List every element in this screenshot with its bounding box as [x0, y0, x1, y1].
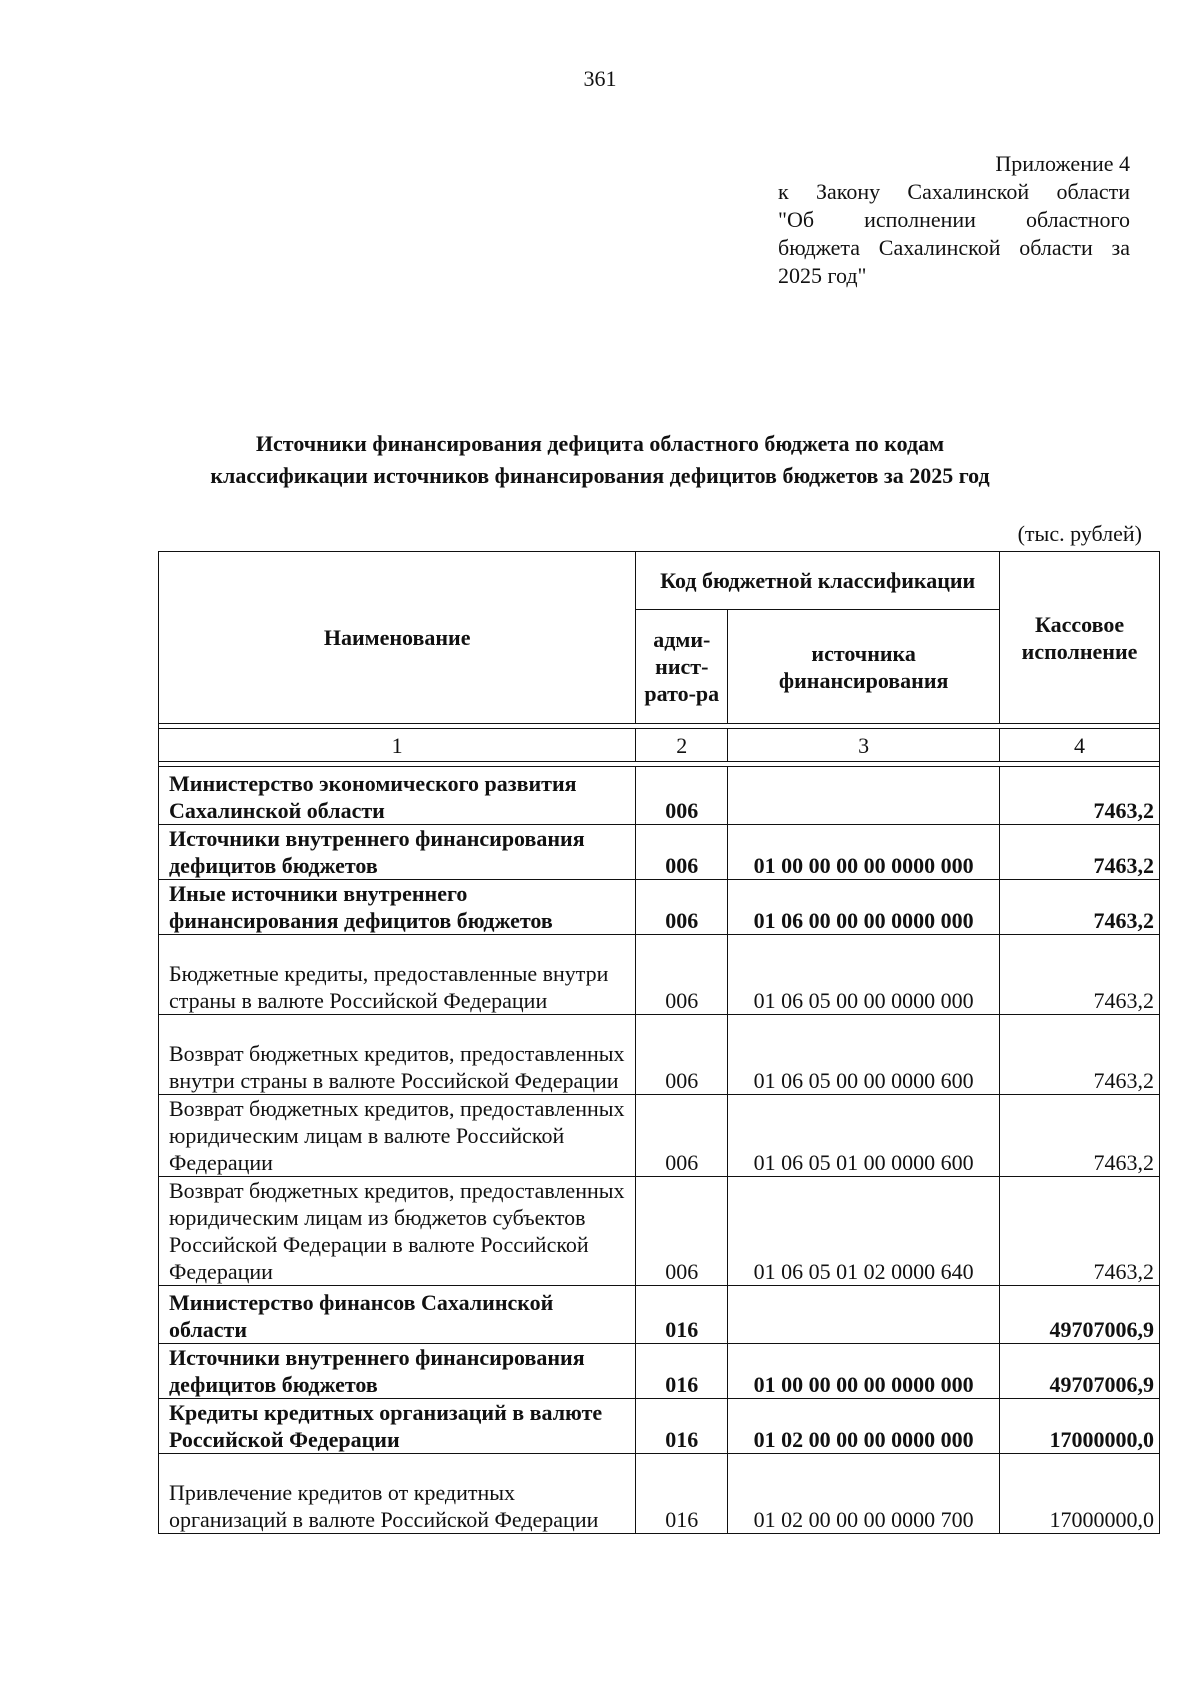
row-name: Источники внутреннего финансирования дефицитов бюджетов	[159, 1344, 636, 1399]
table-body	[159, 767, 1160, 1534]
row-admin-code: 006	[636, 825, 728, 880]
row-amount: 49707006,9	[1000, 1344, 1160, 1399]
table-row	[159, 935, 1160, 1015]
row-admin-code: 006	[636, 880, 728, 935]
table-row	[159, 767, 1160, 825]
sources-table	[158, 551, 1160, 1534]
appendix-line-1: Приложение 4	[995, 151, 1130, 176]
document-title	[0, 428, 1200, 492]
row-amount: 7463,2	[1000, 825, 1160, 880]
appendix-line-4: бюджета Сахалинской области за	[778, 235, 1130, 260]
row-source-code: 01 00 00 00 00 0000 000	[728, 825, 1000, 880]
row-source-code: 01 06 05 01 02 0000 640	[728, 1177, 1000, 1286]
header-code-group: Код бюджетной классификации	[636, 552, 1000, 610]
row-admin-code: 006	[636, 935, 728, 1015]
row-name: Источники внутреннего финансирования дефицитов бюджетов	[159, 825, 636, 880]
row-admin-code: 016	[636, 1399, 728, 1454]
row-source-code: 01 06 05 00 00 0000 600	[728, 1015, 1000, 1095]
header-source: источника финансирования	[728, 610, 1000, 724]
row-source-code: 01 02 00 00 00 0000 000	[728, 1399, 1000, 1454]
header-admin: адми-нист-рато-ра	[636, 610, 728, 724]
row-amount: 7463,2	[1000, 767, 1160, 825]
row-source-code: 01 06 00 00 00 0000 000	[728, 880, 1000, 935]
row-name: Возврат бюджетных кредитов, предоставленных юридическим лицам в валюте Российской Федерации	[159, 1095, 636, 1177]
row-amount: 49707006,9	[1000, 1286, 1160, 1344]
page-number: 361	[583, 66, 617, 91]
row-name: Министерство финансов Сахалинской области	[159, 1286, 636, 1344]
row-admin-code: 006	[636, 1095, 728, 1177]
row-name: Бюджетные кредиты, предоставленные внутри страны в валюте Российской Федерации	[159, 935, 636, 1015]
row-admin-code: 006	[636, 1015, 728, 1095]
appendix-note	[778, 150, 1130, 290]
appendix-line-3: "Об исполнении областного	[778, 207, 1130, 232]
table-row	[159, 1286, 1160, 1344]
row-name: Возврат бюджетных кредитов, предоставленных юридическим лицам из бюджетов субъектов Российской Федерации в валюте Российской Федерации	[159, 1177, 636, 1286]
column-number: 1	[159, 729, 636, 762]
table-row	[159, 1454, 1160, 1534]
document-title-line-1: Источники финансирования дефицита областного бюджета по кодам	[255, 431, 945, 456]
row-name: Возврат бюджетных кредитов, предоставленных внутри страны в валюте Российской Федерации	[159, 1015, 636, 1095]
table-row	[159, 1399, 1160, 1454]
column-number: 3	[728, 729, 1000, 762]
row-name: Министерство экономического развития Сахалинской области	[159, 767, 636, 825]
table-row	[159, 1095, 1160, 1177]
header-name: Наименование	[159, 552, 636, 724]
column-number: 2	[636, 729, 728, 762]
row-name: Кредиты кредитных организаций в валюте Российской Федерации	[159, 1399, 636, 1454]
table-row	[159, 880, 1160, 935]
row-amount: 17000000,0	[1000, 1454, 1160, 1534]
row-source-code: 01 00 00 00 00 0000 000	[728, 1344, 1000, 1399]
row-amount: 7463,2	[1000, 1015, 1160, 1095]
row-admin-code: 006	[636, 767, 728, 825]
table-row	[159, 1015, 1160, 1095]
table-row	[159, 825, 1160, 880]
row-name: Иные источники внутреннего финансирования дефицитов бюджетов	[159, 880, 636, 935]
row-source-code	[728, 767, 1000, 825]
units-label: (тыс. рублей)	[1017, 521, 1142, 546]
row-source-code: 01 02 00 00 00 0000 700	[728, 1454, 1000, 1534]
table-row	[159, 1344, 1160, 1399]
column-number: 4	[1000, 729, 1160, 762]
row-admin-code: 016	[636, 1344, 728, 1399]
row-amount: 7463,2	[1000, 880, 1160, 935]
row-amount: 7463,2	[1000, 1095, 1160, 1177]
row-source-code: 01 06 05 00 00 0000 000	[728, 935, 1000, 1015]
row-amount: 7463,2	[1000, 1177, 1160, 1286]
row-amount: 17000000,0	[1000, 1399, 1160, 1454]
document-title-line-2: классификации источников финансирования дефицитов бюджетов за 2025 год	[210, 463, 990, 488]
row-amount: 7463,2	[1000, 935, 1160, 1015]
row-admin-code: 006	[636, 1177, 728, 1286]
row-admin-code: 016	[636, 1454, 728, 1534]
header-amount: Кассовое исполнение	[1000, 552, 1160, 724]
appendix-line-2: к Закону Сахалинской области	[778, 179, 1130, 204]
row-name: Привлечение кредитов от кредитных организаций в валюте Российской Федерации	[159, 1454, 636, 1534]
column-number-row	[159, 729, 1160, 762]
appendix-line-5: 2025 год"	[778, 263, 867, 288]
row-source-code	[728, 1286, 1000, 1344]
row-source-code: 01 06 05 01 00 0000 600	[728, 1095, 1000, 1177]
row-admin-code: 016	[636, 1286, 728, 1344]
table-row	[159, 1177, 1160, 1286]
